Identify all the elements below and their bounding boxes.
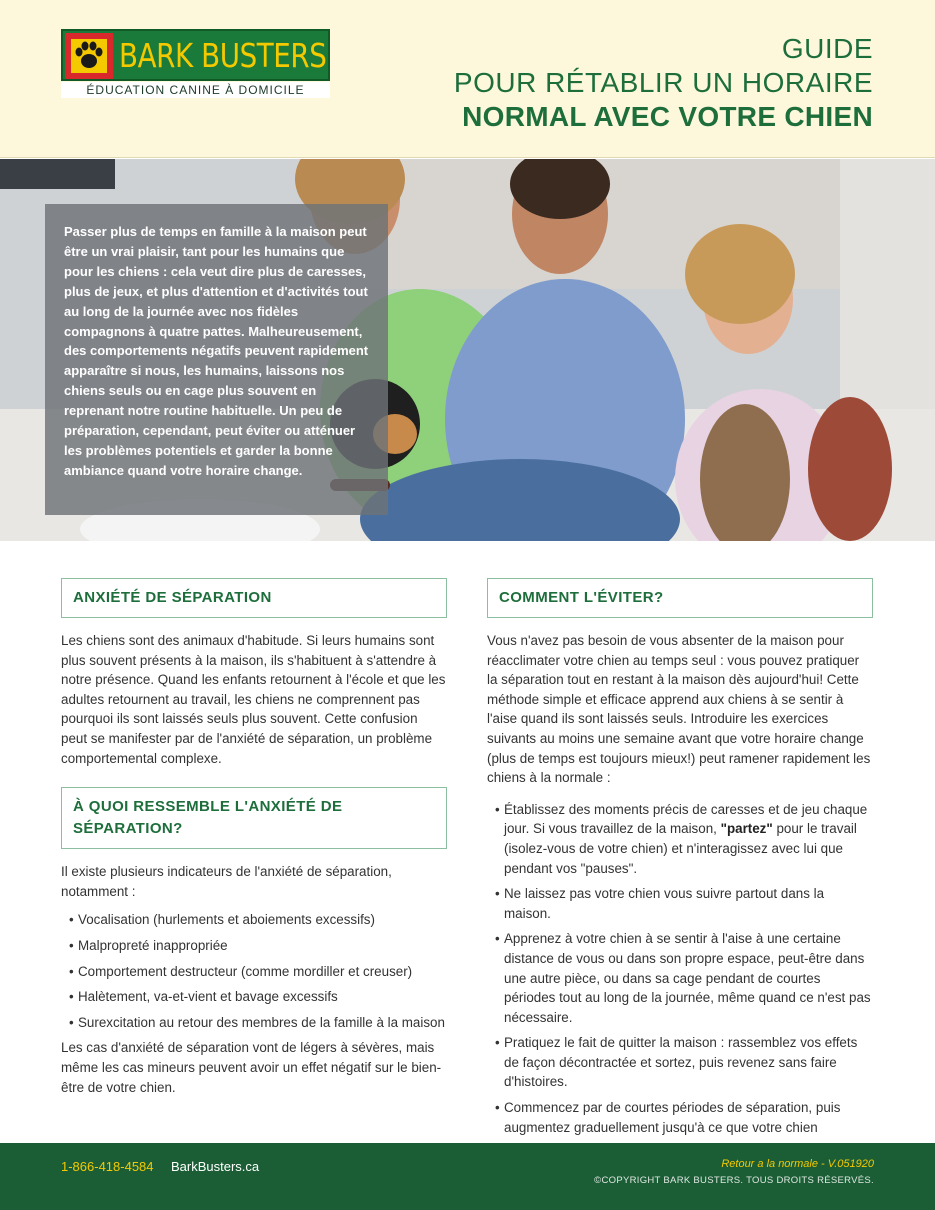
- severity-paragraph: Les cas d'anxiété de séparation vont de légers à sévères, mais même les cas mineurs peuvent avoir un effet négatif sur le bien-être de votre chien.: [61, 1040, 442, 1095]
- intro-text: Passer plus de temps en famille à la maison peut être un vrai plaisir, tant pour les humains que pour les chiens : cela veut dire plus de caresses, plus de jeux, et plus d'attention et d'activités tout au long de la journée avec nos fidèles compagnons à quatre pattes. Malheureusement, des comportements négatifs peuvent rapidement apparaître si nous, les humains, laissons nos chiens seuls ou en cage plus souvent en reprenant notre routine habituelle. Un peu de préparation, cependant, peut éviter ou atténuer les problèmes potentiels et garder la bonne ambiance quand votre horaire change.: [64, 224, 369, 478]
- title-line-1: GUIDE: [781, 33, 873, 64]
- section-heading-separation-anxiety: ANXIÉTÉ DE SÉPARATION: [61, 578, 447, 618]
- logo-banner: [61, 29, 330, 81]
- list-item: • Commencez par de courtes périodes de séparation, puis augmentez graduellement jusqu'à ce que votre chien: [495, 1100, 841, 1135]
- intro-box: [45, 204, 388, 515]
- list-item: • Pratiquez le fait de quitter la maison : rassemblez vos effets de façon décontractée et sortez, puis revenez sans faire d'histoires.: [495, 1035, 858, 1090]
- page-title: [454, 32, 873, 134]
- list-item: • Comportement destructeur (comme mordiller et creuser): [69, 963, 413, 979]
- family-photo: [0, 159, 935, 541]
- logo-brand-name: BARK BUSTERS: [119, 36, 327, 75]
- right-column: [487, 578, 873, 1137]
- section-heading-how-to-avoid: COMMENT L'ÉVITER?: [487, 578, 873, 618]
- website-link[interactable]: BarkBusters.ca: [171, 1159, 260, 1174]
- logo-tagline: ÉDUCATION CANINE À DOMICILE: [61, 82, 330, 98]
- list-item: • Ne laissez pas votre chien vous suivre partout dans la maison.: [495, 886, 825, 921]
- list-item: • Halètement, va-et-vient et bavage excessifs: [69, 989, 338, 1005]
- tips-list: [487, 800, 873, 1138]
- list-item: • Établissez des moments précis de caresses et de jeu chaque jour. Si vous travaillez de la maison, "partez" pour le travail (isolez-vous de votre chien) et n'interagissez avec lui que pendant vos "pauses".: [495, 801, 868, 876]
- indicators-list: [61, 910, 447, 1032]
- how-to-avoid-paragraph: Vous n'avez pas besoin de vous absenter de la maison pour réacclimater votre chien au temps seul : vous pouvez pratiquer la séparation tout en restant à la maison dès aujourd'hui! Cette méthode simple et efficace apprend aux chiens à se sentir à l'aise quand ils sont laissés seuls. Introduire les exercices suivants au moins une semaine avant que votre horaire change (plus de temps est toujours mieux!) peut ramener rapidement les chiens à la normale :: [487, 633, 871, 786]
- copyright-notice: ©COPYRIGHT BARK BUSTERS. TOUS DROITS RÉSERVÉS.: [594, 1175, 874, 1186]
- phone-number[interactable]: 1-866-418-4584: [61, 1159, 154, 1174]
- document-version: Retour a la normale - V.051920: [721, 1158, 874, 1170]
- paw-icon: [65, 33, 113, 79]
- indicators-intro: Il existe plusieurs indicateurs de l'anxiété de séparation, notamment :: [61, 864, 392, 899]
- list-item: • Apprenez à votre chien à se sentir à l'aise à une certaine distance de vous ou dans son propre espace, peut-être dans une autre pièce, ou dans sa cage pendant de courtes périodes tout au long de la journée, même quand ce n'est pas nécessaire.: [495, 931, 871, 1025]
- list-item: • Malpropreté inappropriée: [69, 937, 228, 953]
- page-footer: [0, 1143, 935, 1210]
- section-heading-what-it-looks-like: À QUOI RESSEMBLE L'ANXIÉTÉ DE SÉPARATION?: [61, 787, 447, 849]
- title-line-3: NORMAL AVEC VOTRE CHIEN: [462, 101, 873, 132]
- list-item: • Surexcitation au retour des membres de la famille à la maison: [69, 1014, 445, 1030]
- separation-anxiety-paragraph: Les chiens sont des animaux d'habitude. Si leurs humains sont plus souvent présents à la maison, ils s'habituent à s'attendre à notre présence. Quand les enfants retournent à l'école et que les adultes retournent au travail, les chiens ne comprennent pas pourquoi ils sont laissés seuls plus souvent. Cette confusion peut se manifester par de l'anxiété de séparation, un problème comportemental complexe.: [61, 633, 446, 766]
- title-line-2: POUR RÉTABLIR UN HORAIRE: [453, 67, 873, 98]
- list-item: • Vocalisation (hurlements et aboiements excessifs): [69, 912, 375, 928]
- bark-busters-logo: [61, 29, 330, 98]
- page-header: [0, 0, 935, 158]
- left-column: [61, 578, 447, 1097]
